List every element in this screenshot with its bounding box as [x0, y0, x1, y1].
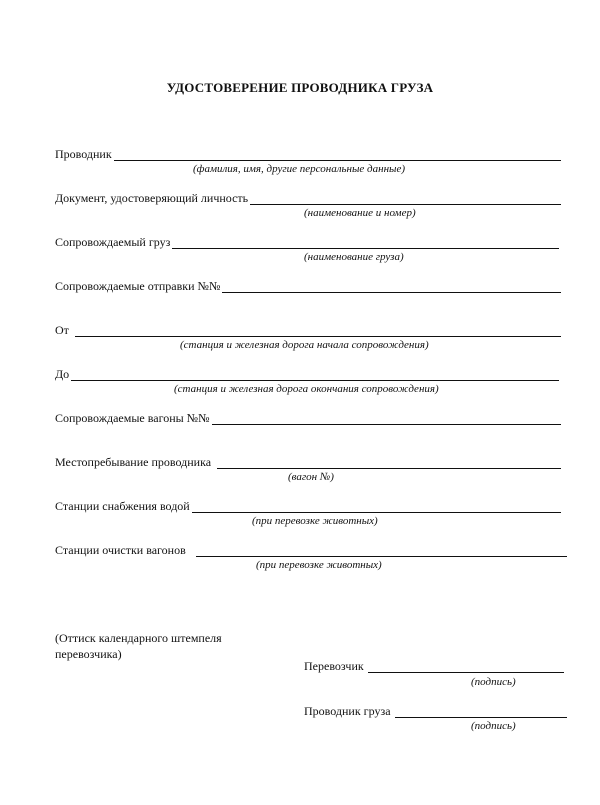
field-identity-document: [55, 190, 561, 205]
field-cleaning-stations: [55, 542, 567, 557]
signature-hint: (подпись): [471, 720, 516, 732]
carrier-signature-input[interactable]: [368, 660, 564, 673]
cargo-input[interactable]: [172, 236, 559, 249]
field-cargo: [55, 234, 559, 249]
field-label: Проводник: [55, 147, 112, 161]
field-hint: (наименование и номер): [304, 207, 416, 219]
shipments-input[interactable]: [222, 280, 561, 293]
field-hint: (станция и железная дорога окончания сопровождения): [174, 383, 439, 395]
field-hint: (при перевозке животных): [252, 515, 378, 527]
conductor-name-input[interactable]: [114, 148, 561, 161]
field-to: [55, 366, 559, 381]
signature-label: Проводник груза: [304, 704, 391, 718]
field-conductor: [55, 146, 561, 161]
field-wagons: [55, 410, 561, 425]
field-water-stations: [55, 498, 561, 513]
signature-hint: (подпись): [471, 676, 516, 688]
field-label: Станции очистки вагонов: [55, 543, 186, 557]
field-hint: (при перевозке животных): [256, 559, 382, 571]
conductor-location-input[interactable]: [217, 456, 561, 469]
signature-conductor: [304, 703, 567, 718]
field-hint: (фамилия, имя, другие персональные данные): [193, 163, 406, 175]
field-label: Местопребывание проводника: [55, 455, 212, 469]
signature-label: Перевозчик: [304, 659, 364, 673]
signature-carrier: [304, 658, 564, 673]
document-title: УДОСТОВЕРЕНИЕ ПРОВОДНИКА ГРУЗА: [166, 80, 434, 95]
field-label: Сопровождаемые вагоны №№: [55, 411, 210, 425]
conductor-signature-input[interactable]: [395, 705, 567, 718]
field-hint: (наименование груза): [304, 251, 404, 263]
field-label: Станции снабжения водой: [55, 499, 190, 513]
field-shipments: [55, 278, 561, 293]
stamp-note: (Оттиск календарного штемпеля перевозчика): [55, 631, 222, 661]
field-hint: (станция и железная дорога начала сопровождения): [180, 339, 429, 351]
field-hint: (вагон №): [288, 471, 334, 483]
cleaning-stations-input[interactable]: [196, 544, 567, 557]
to-station-input[interactable]: [71, 368, 559, 381]
field-from: [55, 322, 561, 337]
water-stations-input[interactable]: [192, 500, 561, 513]
field-conductor-location: [55, 454, 561, 469]
field-label: Документ, удостоверяющий личность: [55, 191, 249, 205]
field-label: Сопровождаемые отправки №№: [55, 279, 221, 293]
from-station-input[interactable]: [75, 324, 561, 337]
wagons-input[interactable]: [212, 412, 561, 425]
field-label: Сопровождаемый груз: [55, 235, 171, 249]
field-label: От: [55, 323, 69, 337]
identity-document-input[interactable]: [250, 192, 561, 205]
field-label: До: [55, 367, 70, 381]
